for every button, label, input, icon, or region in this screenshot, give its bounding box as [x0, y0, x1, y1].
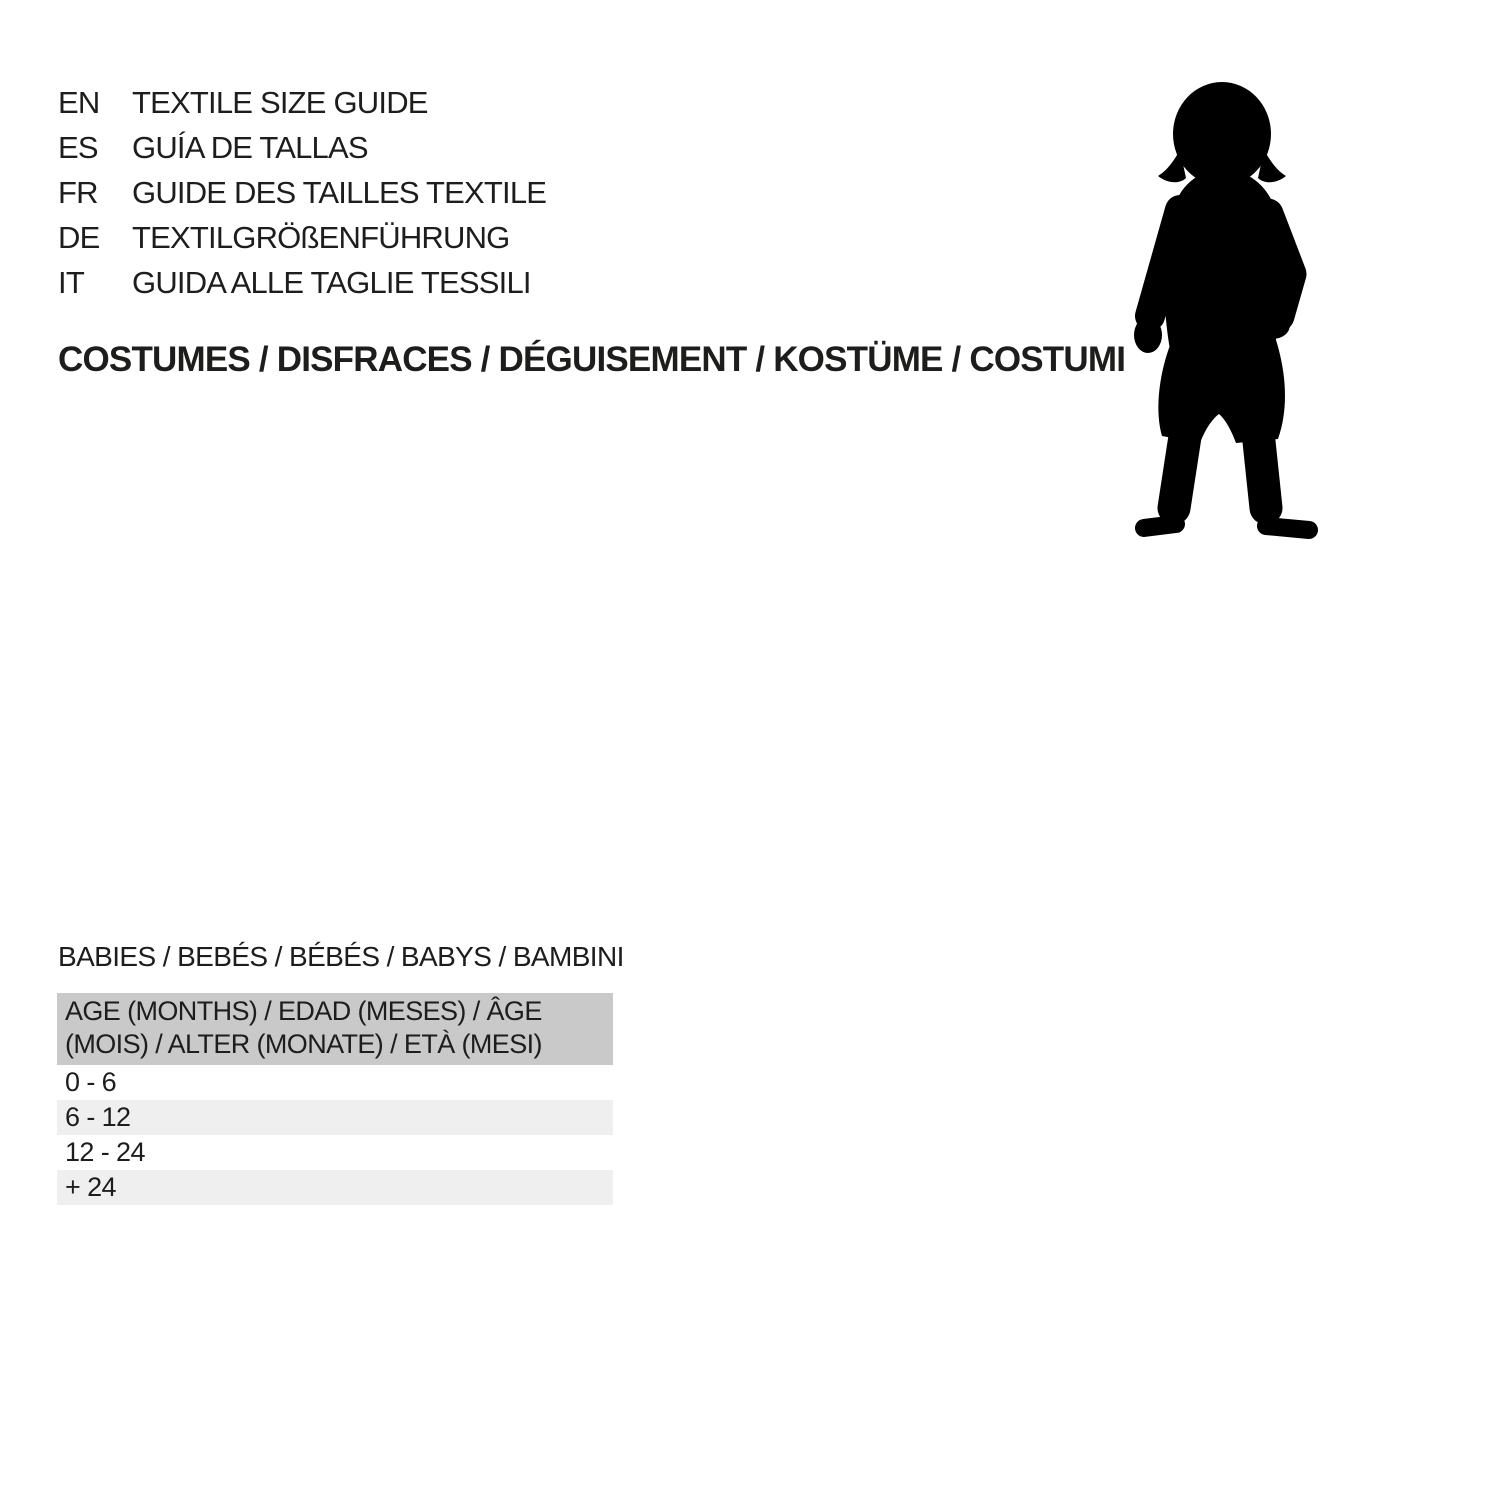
- lang-row-de: [58, 215, 546, 260]
- lang-row-en: [58, 80, 546, 125]
- age-table-row: 0 - 6: [57, 1065, 613, 1100]
- lang-code: DE: [58, 219, 100, 255]
- lang-code: EN: [58, 84, 100, 120]
- lang-code: IT: [58, 264, 84, 300]
- age-table-header: AGE (MONTHS) / EDAD (MESES) / ÂGE (MOIS) / ALTER (MONATE) / ETÀ (MESI): [57, 993, 613, 1065]
- lang-code: ES: [58, 129, 98, 165]
- lang-row-it: [58, 260, 546, 305]
- language-title-list: [58, 80, 546, 305]
- age-table-row: 6 - 12: [57, 1100, 613, 1135]
- baby-silhouette-icon: [1120, 78, 1325, 540]
- lang-row-es: [58, 125, 546, 170]
- lang-code: FR: [58, 174, 98, 210]
- lang-row-fr: [58, 170, 546, 215]
- lang-label: GUÍA DE TALLAS: [132, 129, 368, 165]
- age-table-row: + 24: [57, 1170, 613, 1205]
- lang-label: GUIDA ALLE TAGLIE TESSILI: [132, 264, 531, 300]
- lang-label: TEXTILE SIZE GUIDE: [132, 84, 428, 120]
- lang-label: TEXTILGRÖßENFÜHRUNG: [132, 219, 510, 255]
- category-title: COSTUMES / DISFRACES / DÉGUISEMENT / KOSTÜME / COSTUMI: [58, 340, 1126, 379]
- age-table-row: 12 - 24: [57, 1135, 613, 1170]
- age-size-table: [57, 993, 613, 1205]
- lang-label: GUIDE DES TAILLES TEXTILE: [132, 174, 547, 210]
- babies-section-title: BABIES / BEBÉS / BÉBÉS / BABYS / BAMBINI: [58, 941, 624, 972]
